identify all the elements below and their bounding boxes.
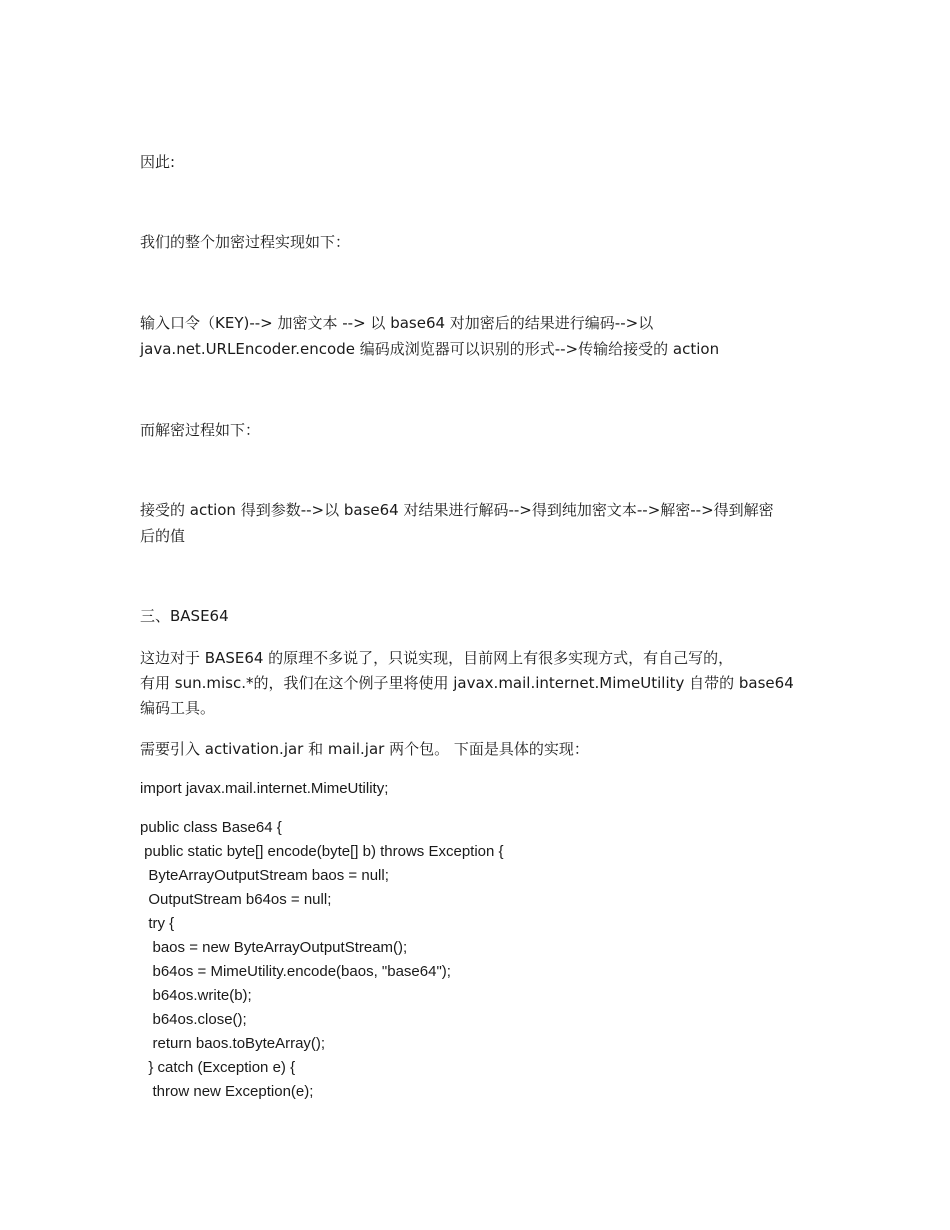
paragraph-base64-desc-line-3: 编码工具。 <box>140 699 216 717</box>
code-line: try { <box>140 915 175 932</box>
code-line: b64os = MimeUtility.encode(baos, "base64"); <box>140 963 451 980</box>
paragraph-base64-desc-line-2: 有用 sun.misc.*的，我们在这个例子里将使用 javax.mail.internet.MimeUtility 自带的 base64 <box>140 674 794 692</box>
code-line: throw new Exception(e); <box>140 1083 314 1100</box>
paragraph-encrypt-steps-line-2: java.net.URLEncoder.encode 编码成浏览器可以识别的形式-->传输给接受的 action <box>140 340 720 358</box>
code-line: b64os.write(b); <box>140 987 252 1004</box>
paragraph-decrypt-steps-line-2: 后的值 <box>140 527 186 545</box>
paragraph-decrypt-intro: 而解密过程如下： <box>140 421 261 439</box>
paragraph-requirements: 需要引入 activation.jar 和 mail.jar 两个包。 下面是具体的实现： <box>140 740 589 758</box>
code-line: OutputStream b64os = null; <box>140 891 332 908</box>
paragraph-encrypt-steps-line-1: 输入口令（KEY)--> 加密文本 --> 以 base64 对加密后的结果进行编码-->以 <box>140 314 654 332</box>
code-line: baos = new ByteArrayOutputStream(); <box>140 939 408 956</box>
section-heading: 三、BASE64 <box>140 607 229 625</box>
paragraph-base64-desc-line-1: 这边对于 BASE64 的原理不多说了，只说实现，目前网上有很多实现方式，有自己写的， <box>140 649 734 667</box>
code-line: } catch (Exception e) { <box>140 1059 296 1076</box>
paragraph-therefore: 因此: <box>140 153 176 171</box>
code-line: public static byte[] encode(byte[] b) throws Exception { <box>140 843 504 860</box>
code-line: public class Base64 { <box>140 819 282 836</box>
code-import-line: import javax.mail.internet.MimeUtility; <box>140 780 389 797</box>
code-line: return baos.toByteArray(); <box>140 1035 326 1052</box>
paragraph-decrypt-steps-line-1: 接受的 action 得到参数-->以 base64 对结果进行解码-->得到纯加密文本-->解密-->得到解密 <box>140 501 774 519</box>
code-line: ByteArrayOutputStream baos = null; <box>140 867 389 884</box>
code-line: b64os.close(); <box>140 1011 247 1028</box>
paragraph-encrypt-intro: 我们的整个加密过程实现如下： <box>140 233 351 251</box>
